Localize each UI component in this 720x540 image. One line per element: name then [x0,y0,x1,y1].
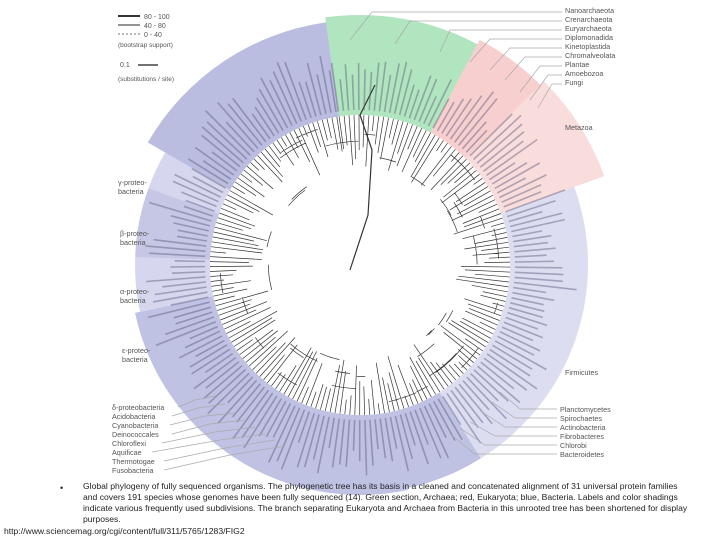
label-acidobacteria: Acidobacteria [112,412,156,421]
legend-scale-value: 0.1 [120,62,130,69]
source-url: http://www.sciencemag.org/cgi/content/full/311/5765/1283/FIG2 [4,526,245,536]
label-fibrobacteres: Fibrobacteres [560,432,604,441]
label-epsilon-proteo-1: ε-proteo- [122,346,151,355]
legend-range-low: 0 - 40 [144,32,162,39]
legend-support-title: (bootstrap support) [118,42,173,49]
label-chloroflexi: Chloroflexi [112,439,146,448]
label-cyanobacteria: Cyanobacteria [112,421,159,430]
species-label [354,420,355,451]
species-label [364,69,365,110]
label-firmicutes: Firmicutes [565,368,599,377]
caption-bullet: • [60,483,64,493]
label-planctomycetes: Planctomycetes [560,405,611,414]
legend-range-high: 80 - 100 [144,14,170,21]
label-chromalveolata: Chromalveolata [565,51,616,60]
label-alpha-proteo-1: α-proteo- [120,287,150,296]
label-amoebozoa: Amoebozoa [565,69,604,78]
label-alpha-proteo-2: bacteria [120,296,146,305]
label-beta-proteo-1: β-proteo- [120,229,150,238]
label-diplomonadida: Diplomonadida [565,33,613,42]
label-deinococcales: Deinococcales [112,430,159,439]
species-label [515,267,562,268]
label-nanoarchaeota: Nanoarchaeota [565,6,615,15]
label-kinetoplastida: Kinetoplastida [565,42,611,51]
label-delta-proteobacteria: δ-proteobacteria [112,403,165,412]
legend-range-mid: 40 - 80 [144,23,166,30]
label-beta-proteo-2: bacteria [120,238,146,247]
legend [118,14,174,83]
label-bacteroidetes: Bacteroidetes [560,450,604,459]
label-spirochaetes: Spirochaetes [560,414,602,423]
label-euryarchaeota: Euryarchaeota [565,24,612,33]
label-aquificae: Aquificae [112,448,142,457]
label-epsilon-proteo-2: bacteria [122,355,148,364]
label-metazoa: Metazoa [565,123,593,132]
label-fungi: Fungi [565,78,583,87]
label-gamma-proteo-1: γ-proteo- [118,178,147,187]
label-actinobacteria: Actinobacteria [560,423,606,432]
label-fusobacteria: Fusobacteria [112,466,154,475]
label-plantae: Plantae [565,60,590,69]
label-crenarchaeota: Crenarchaeota [565,15,613,24]
species-label [515,261,554,262]
legend-scale-title: (substitutions / site) [118,76,174,83]
species-label [175,261,205,262]
label-chlorobi: Chlorobi [560,441,587,450]
label-thermotogae: Thermotogae [112,457,155,466]
figure-caption: Global phylogeny of fully sequenced organisms. The phylogenetic tree has its basis in a cleaned and concatenated alignment of 31 universal protein families and covers 191 species whose genomes have been fully sequenced (14). Green section, Archaea; red, Eukaryota; blue, Bacteria. Labels and color shadings indicate various frequently used subdivisions. The branch separating Eukaryota and Archaea from Bacteria in this unrooted tree has been shortened for display purposes. [83,481,688,524]
label-gamma-proteo-2: bacteria [118,187,144,196]
